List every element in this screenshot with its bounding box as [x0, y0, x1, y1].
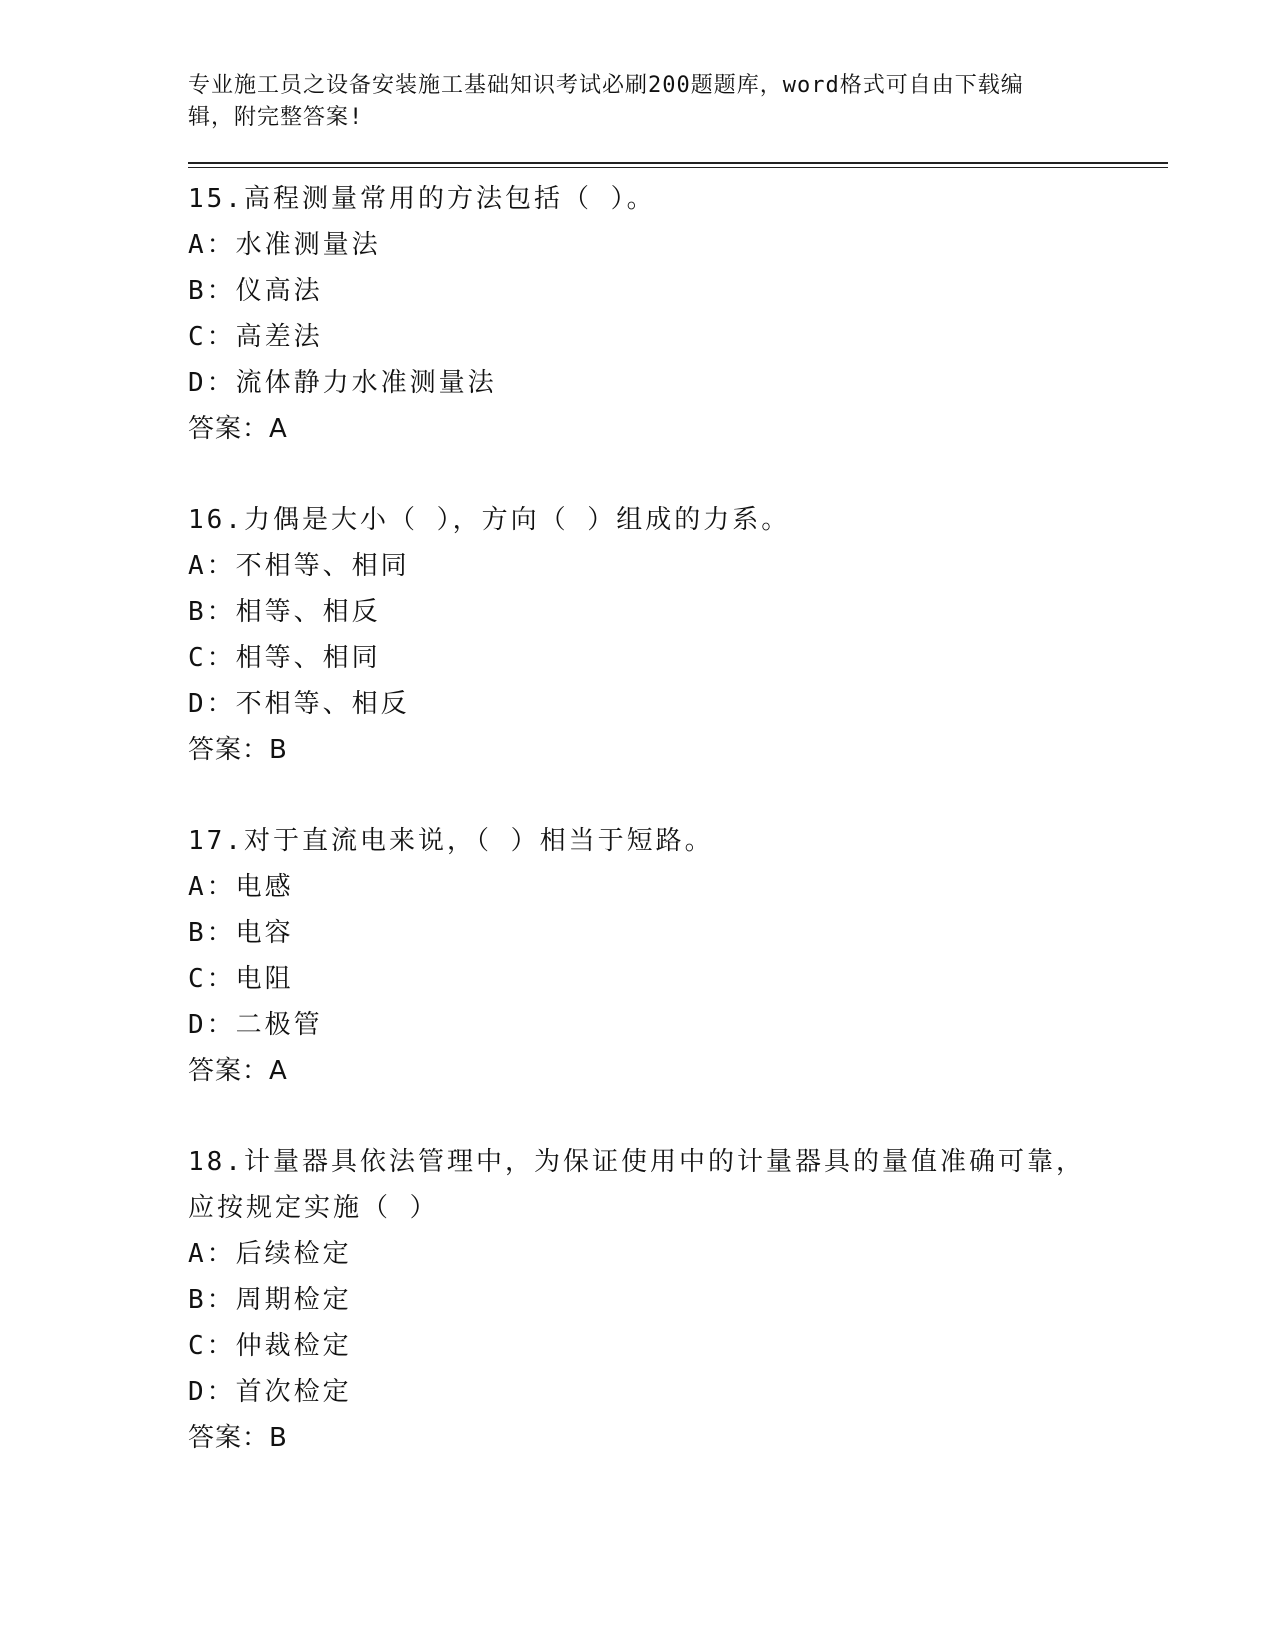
- question-spacer: [188, 773, 1168, 818]
- question-spacer: [188, 452, 1168, 497]
- answer-label: 答案：A: [188, 414, 288, 444]
- question-16: [188, 497, 1168, 773]
- option-a: A：不相等、相同: [188, 551, 410, 581]
- option-d: D：首次检定: [188, 1377, 352, 1407]
- option-c: C：仲裁检定: [188, 1331, 352, 1361]
- option-a: A：水准测量法: [188, 230, 381, 260]
- header-divider: [188, 162, 1168, 168]
- answer-label: 答案：A: [188, 1056, 288, 1086]
- option-a: A：后续检定: [188, 1239, 352, 1269]
- option-c: C：相等、相同: [188, 643, 381, 673]
- document-title: 专业施工员之设备安装施工基础知识考试必刷200题题库，word格式可自由下载编辑，附完整答案!: [188, 73, 1024, 130]
- option-d: D：二极管: [188, 1010, 323, 1040]
- question-stem: 16.力偶是大小（ ），方向（ ）组成的力系。: [188, 505, 791, 535]
- question-stem: 15.高程测量常用的方法包括（ ）。: [188, 184, 656, 214]
- option-d: D：流体静力水准测量法: [188, 368, 497, 398]
- option-d: D：不相等、相反: [188, 689, 410, 719]
- answer-label: 答案：B: [188, 735, 288, 765]
- question-15: [188, 176, 1168, 452]
- question-stem: 18.计量器具依法管理中，为保证使用中的计量器具的量值准确可靠，应按规定实施（ ）: [188, 1147, 1085, 1223]
- option-b: B：电容: [188, 918, 294, 948]
- question-18: [188, 1139, 1168, 1461]
- question-17: [188, 818, 1168, 1094]
- question-stem: 17.对于直流电来说，（ ）相当于短路。: [188, 826, 714, 856]
- option-b: B：相等、相反: [188, 597, 381, 627]
- option-c: C：高差法: [188, 322, 323, 352]
- option-b: B：仪高法: [188, 276, 323, 306]
- option-b: B：周期检定: [188, 1285, 352, 1315]
- document-page: [188, 70, 1168, 1461]
- option-a: A：电感: [188, 872, 294, 902]
- answer-label: 答案：B: [188, 1423, 288, 1453]
- option-c: C：电阻: [188, 964, 294, 994]
- question-spacer: [188, 1094, 1168, 1139]
